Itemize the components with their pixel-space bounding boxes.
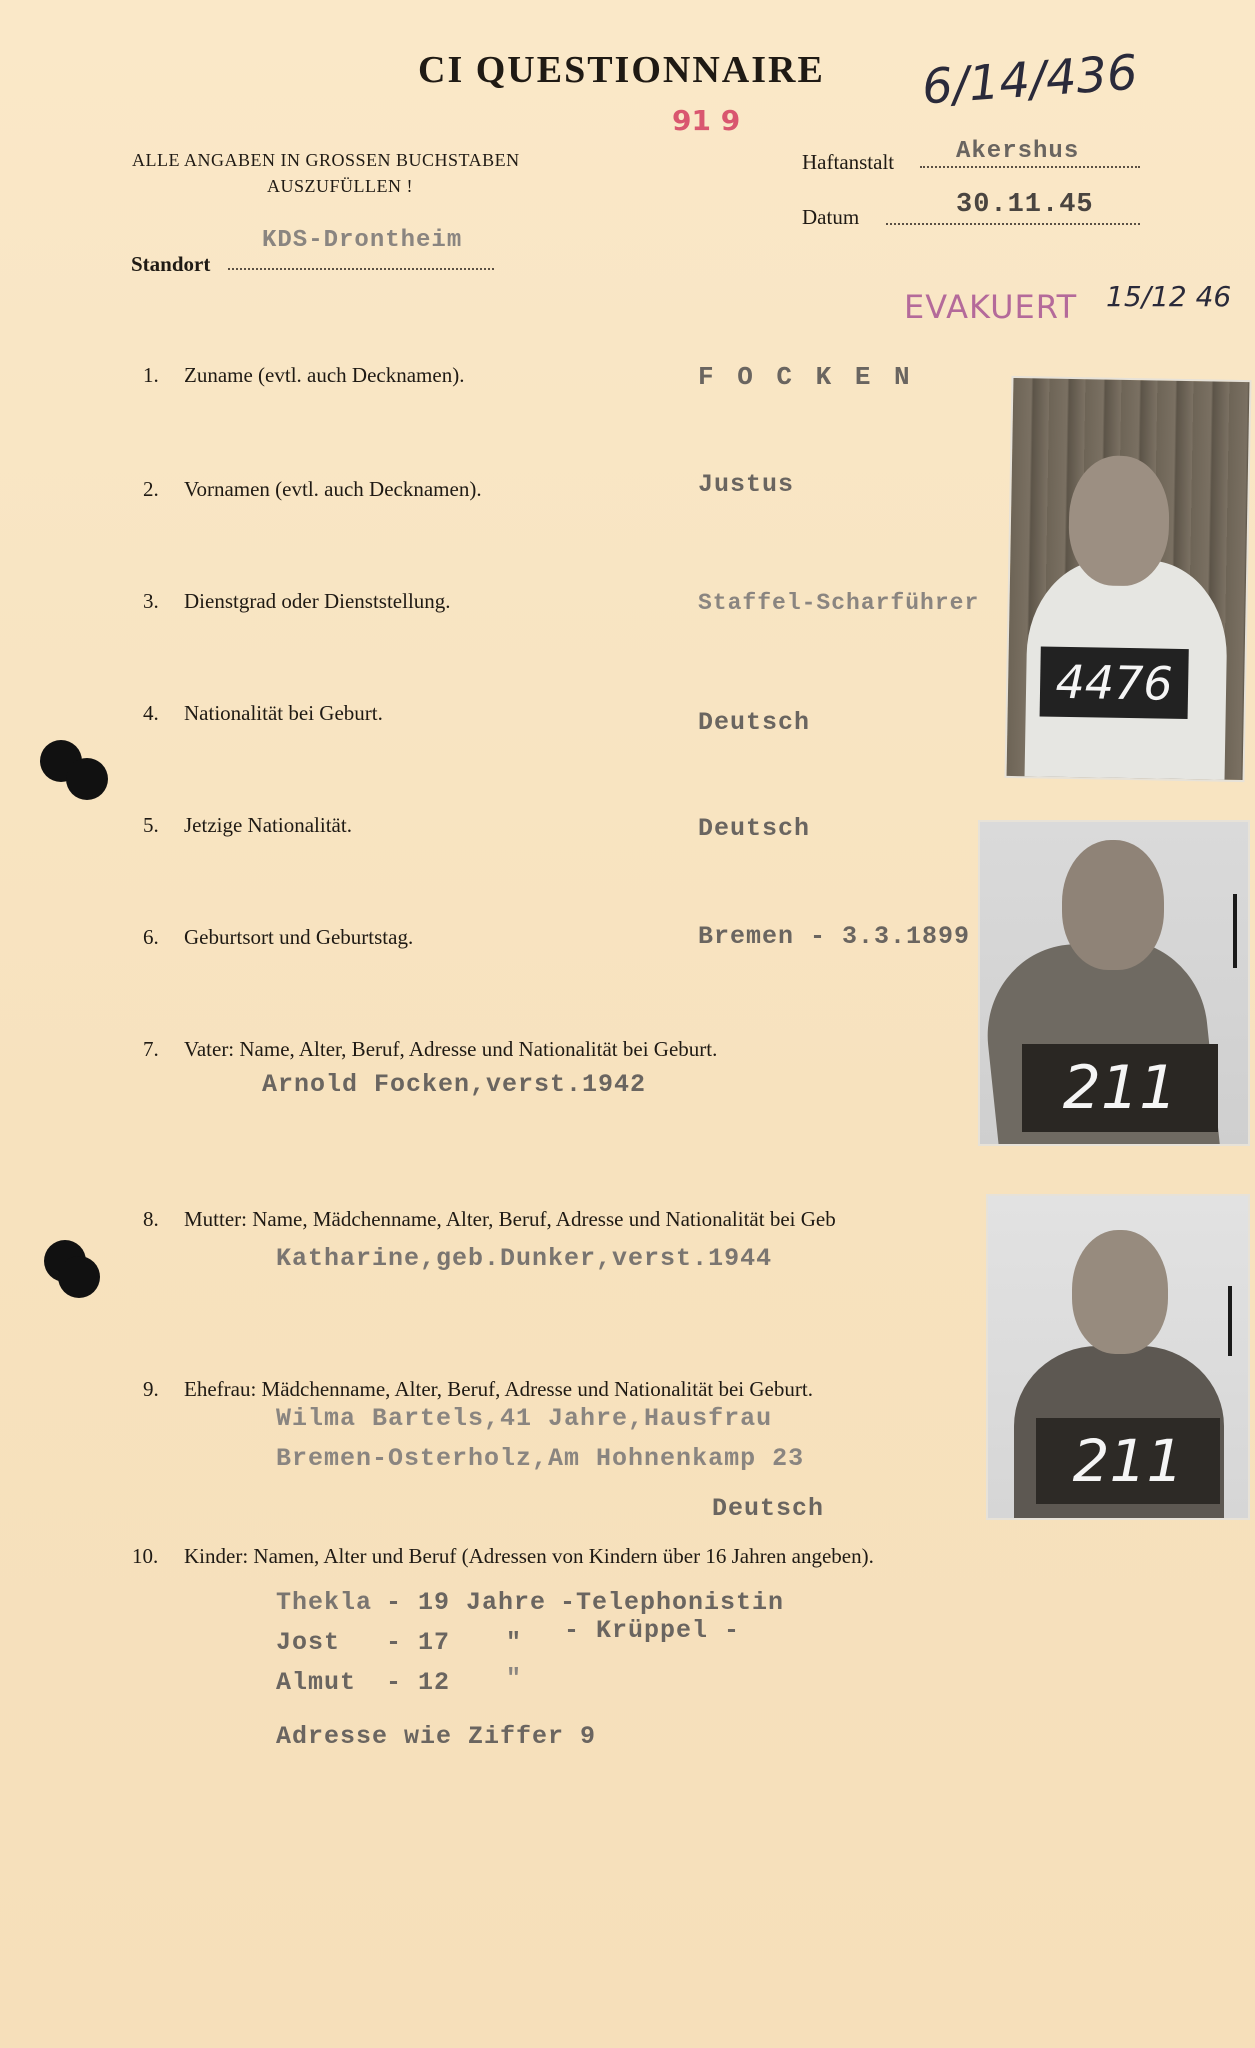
photo-2-slate: 211 — [1022, 1044, 1218, 1132]
page-title: CI QUESTIONNAIRE — [418, 49, 825, 91]
instruction-line-1: ALLE ANGABEN IN GROSSEN BUCHSTABEN — [132, 150, 520, 170]
question-7-label: Vater: Name, Alter, Beruf, Adresse und Nationalität bei Geburt. — [184, 1037, 718, 1061]
haftanstalt-line — [920, 166, 1140, 168]
child-1-age: - 19 Jahre — [386, 1588, 547, 1617]
photo-1-slate: 4476 — [1040, 646, 1189, 719]
datum-line — [886, 223, 1140, 225]
question-7-answer: Arnold Focken,verst.1942 — [262, 1070, 647, 1099]
question-7-number: 7. — [143, 1037, 159, 1061]
question-9-label: Ehefrau: Mädchenname, Alter, Beruf, Adresse und Nationalität bei Geburt. — [184, 1377, 813, 1401]
question-4-answer: Deutsch — [698, 708, 811, 737]
question-1-number: 1. — [143, 363, 159, 387]
question-1-answer: F O C K E N — [698, 362, 914, 392]
child-2-age: - 17 — [386, 1628, 451, 1657]
question-3-number: 3. — [143, 589, 159, 613]
question-4-label: Nationalität bei Geburt. — [184, 701, 383, 725]
question-2-number: 2. — [143, 477, 159, 501]
evakuert-handwritten-date: 15/12 46 — [1106, 280, 1232, 313]
child-3-ditto: " — [506, 1664, 523, 1693]
child-3-name: Almut — [276, 1668, 357, 1697]
photo-2-face — [1062, 840, 1164, 970]
question-10-label: Kinder: Namen, Alter und Beruf (Adressen von Kindern über 16 Jahren angeben). — [184, 1544, 874, 1568]
mugshot-photo-2 — [980, 822, 1248, 1144]
question-5-label: Jetzige Nationalität. — [184, 813, 352, 837]
question-6-answer: Bremen - 3.3.1899 — [698, 922, 971, 951]
address-note: Adresse wie Ziffer 9 — [276, 1722, 597, 1751]
question-10-number: 10. — [132, 1544, 159, 1568]
standort-value: KDS-Drontheim — [262, 227, 463, 254]
standort-line — [228, 268, 494, 270]
question-8-label: Mutter: Name, Mädchenname, Alter, Beruf, Adresse und Nationalität bei Geb — [184, 1207, 836, 1231]
punch-hole — [58, 1256, 100, 1298]
child-2-ditto: " — [506, 1628, 523, 1657]
instruction-line-2: AUSZUFÜLLEN ! — [267, 176, 413, 196]
question-3-answer: Staffel-Scharführer — [698, 590, 980, 616]
punch-hole — [66, 758, 108, 800]
question-9-answer-line-2: Bremen-Osterholz,Am Hohnenkamp 23 — [276, 1444, 805, 1473]
file-number: 6/14/436 — [920, 44, 1140, 116]
mugshot-photo-1 — [1007, 378, 1250, 780]
question-1-label: Zuname (evtl. auch Decknamen). — [184, 363, 465, 387]
question-6-number: 6. — [143, 925, 159, 949]
question-4-number: 4. — [143, 701, 159, 725]
question-6-label: Geburtsort und Geburtstag. — [184, 925, 414, 949]
red-mark: 91 9 — [672, 104, 741, 137]
haftanstalt-label: Haftanstalt — [802, 150, 895, 174]
question-9-number: 9. — [143, 1377, 159, 1401]
child-2-job: - Krüppel - — [564, 1616, 741, 1645]
evakuert-stamp: EVAKUERT — [904, 288, 1078, 326]
standort-label: Standort — [131, 252, 211, 276]
question-9-answer-line-1: Wilma Bartels,41 Jahre,Hausfrau — [276, 1404, 773, 1433]
photo-3-mark — [1228, 1286, 1232, 1356]
mugshot-photo-3 — [988, 1196, 1248, 1518]
child-3-age: - 12 — [386, 1668, 451, 1697]
question-9-answer-line-3: Deutsch — [712, 1494, 825, 1523]
datum-value: 30.11.45 — [956, 190, 1094, 220]
question-8-number: 8. — [143, 1207, 159, 1231]
child-1-job: -Telephonistin — [560, 1588, 785, 1617]
photo-3-slate: 211 — [1036, 1418, 1220, 1504]
question-8-answer: Katharine,geb.Dunker,verst.1944 — [276, 1244, 773, 1273]
child-1-name: Thekla — [276, 1588, 373, 1617]
photo-3-face — [1072, 1230, 1168, 1354]
question-2-label: Vornamen (evtl. auch Decknamen). — [184, 477, 482, 501]
photo-2-mark — [1233, 894, 1237, 968]
haftanstalt-value: Akershus — [956, 138, 1080, 165]
child-2-name: Jost — [276, 1628, 341, 1657]
question-3-label: Dienstgrad oder Dienststellung. — [184, 589, 451, 613]
question-5-number: 5. — [143, 813, 159, 837]
question-2-answer: Justus — [698, 470, 795, 499]
photo-1-face — [1068, 455, 1170, 587]
datum-label: Datum — [802, 205, 860, 229]
question-5-answer: Deutsch — [698, 814, 811, 843]
